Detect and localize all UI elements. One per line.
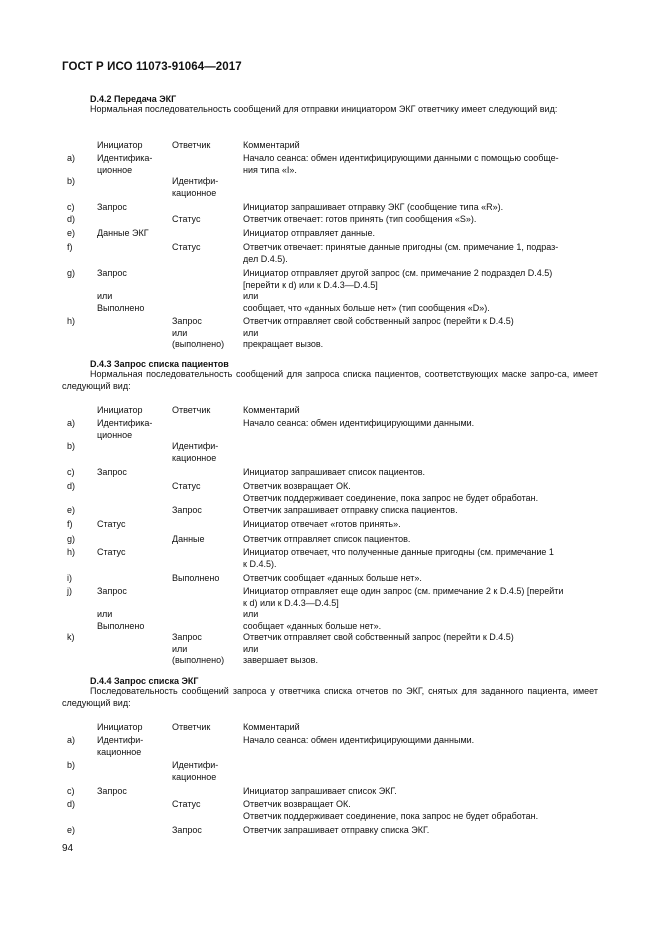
- comment-cell: Инициатор отправляет еще один запрос (см. примечание 2 к D.4.5) [перейти к d) или к D.4.3—D.4.5] или сообщает «данных больше нет».: [243, 586, 564, 631]
- column-header-initiator: Инициатор: [97, 722, 143, 732]
- responder-cell: Данные: [172, 534, 205, 544]
- row-label: h): [67, 547, 76, 557]
- initiator-cell: [97, 760, 167, 772]
- comment-cell: Ответчик возвращает ОК. Ответчик поддерживает соединение, пока запрос не будет обработан.: [243, 481, 539, 503]
- responder-cell: Идентифи- кационное: [172, 760, 219, 782]
- row-label: b): [67, 760, 76, 770]
- comment-cell: Инициатор отвечает, что полученные данные пригодны (см. примечание 1 к D.4.5).: [243, 547, 554, 569]
- row-label: g): [67, 534, 76, 544]
- comment-cell: Инициатор запрашивает список пациентов.: [243, 467, 426, 477]
- responder-cell: [172, 547, 240, 559]
- comment-cell: Ответчик запрашивает отправку списка пациентов.: [243, 505, 458, 515]
- comment-cell: Начало сеанса: обмен идентифицирующими данными.: [243, 735, 475, 745]
- responder-cell: Запрос или (выполнено): [172, 632, 225, 665]
- comment-cell: [243, 441, 601, 453]
- row-label: f): [67, 242, 73, 252]
- initiator-cell: [97, 176, 167, 188]
- section-title: D.4.2 Передача ЭКГ: [90, 94, 177, 104]
- responder-cell: Идентифи- кационное: [172, 441, 219, 463]
- row-label: f): [67, 519, 73, 529]
- responder-cell: Статус: [172, 242, 201, 252]
- initiator-cell: Запрос или Выполнено: [97, 586, 145, 631]
- section-intro: Последовательность сообщений запроса у ответчика списка отчетов по ЭКГ, снятых для заданного пациента, имеет следующий вид:: [62, 686, 598, 708]
- comment-cell: Начало сеанса: обмен идентифицирующими данными с помощью сообще- ния типа «I».: [243, 153, 559, 175]
- initiator-cell: [97, 505, 167, 517]
- comment-cell: Инициатор отвечает «готов принять».: [243, 519, 401, 529]
- comment-cell: [243, 176, 601, 188]
- responder-cell: [172, 153, 240, 165]
- responder-cell: Статус: [172, 481, 201, 491]
- responder-cell: [172, 268, 240, 280]
- row-label: a): [67, 735, 76, 745]
- initiator-cell: [97, 481, 167, 493]
- comment-cell: Начало сеанса: обмен идентифицирующими данными.: [243, 418, 475, 428]
- document-header: ГОСТ Р ИСО 11073-91064—2017: [62, 61, 242, 73]
- column-header-comment: Комментарий: [243, 140, 300, 150]
- comment-cell: Ответчик отвечает: принятые данные пригодны (см. примечание 1, подраз- дел D.4.5).: [243, 242, 559, 264]
- initiator-cell: Идентифика- ционное: [97, 153, 153, 175]
- initiator-cell: Статус: [97, 519, 126, 529]
- initiator-cell: Запрос: [97, 467, 127, 477]
- responder-cell: Запрос: [172, 825, 202, 835]
- row-label: k): [67, 632, 75, 642]
- row-label: a): [67, 418, 76, 428]
- comment-cell: Ответчик отвечает: готов принять (тип сообщения «S»).: [243, 214, 477, 224]
- column-header-responder: Ответчик: [172, 405, 211, 415]
- comment-cell: Ответчик отправляет список пациентов.: [243, 534, 411, 544]
- row-label: b): [67, 176, 76, 186]
- page-number: 94: [62, 843, 74, 854]
- responder-cell: [172, 228, 240, 240]
- comment-cell: Ответчик сообщает «данных больше нет».: [243, 573, 422, 583]
- initiator-cell: Запрос: [97, 786, 127, 796]
- responder-cell: Статус: [172, 214, 201, 224]
- responder-cell: [172, 519, 240, 531]
- row-label: e): [67, 825, 76, 835]
- initiator-cell: [97, 534, 167, 546]
- column-header-initiator: Инициатор: [97, 140, 143, 150]
- responder-cell: [172, 735, 240, 747]
- initiator-cell: Данные ЭКГ: [97, 228, 149, 238]
- row-label: d): [67, 799, 76, 809]
- comment-cell: Ответчик отправляет свой собственный запрос (перейти к D.4.5) или прекращает вызов.: [243, 316, 514, 349]
- initiator-cell: Идентифи- кационное: [97, 735, 144, 757]
- initiator-cell: [97, 632, 167, 644]
- row-label: a): [67, 153, 76, 163]
- responder-cell: [172, 202, 240, 214]
- responder-cell: [172, 786, 240, 798]
- initiator-cell: [97, 825, 167, 837]
- row-label: e): [67, 505, 76, 515]
- section-intro: Нормальная последовательность сообщений для отправки инициатором ЭКГ ответчику имеет следующий вид:: [90, 104, 558, 114]
- comment-cell: Ответчик отправляет свой собственный запрос (перейти к D.4.5) или завершает вызов.: [243, 632, 514, 665]
- initiator-cell: [97, 799, 167, 811]
- comment-cell: [243, 760, 601, 772]
- row-label: b): [67, 441, 76, 451]
- row-label: d): [67, 481, 76, 491]
- comment-cell: Ответчик возвращает ОК. Ответчик поддерживает соединение, пока запрос не будет обработан.: [243, 799, 539, 821]
- section-title: D.4.3 Запрос списка пациентов: [90, 359, 229, 369]
- row-label: g): [67, 268, 76, 278]
- responder-cell: Запрос или (выполнено): [172, 316, 225, 349]
- initiator-cell: Идентифика- ционное: [97, 418, 153, 440]
- row-label: i): [67, 573, 72, 583]
- column-header-initiator: Инициатор: [97, 405, 143, 415]
- responder-cell: Запрос: [172, 505, 202, 515]
- initiator-cell: Запрос или Выполнено: [97, 268, 145, 313]
- initiator-cell: [97, 316, 167, 328]
- row-label: c): [67, 202, 75, 212]
- column-header-comment: Комментарий: [243, 405, 300, 415]
- column-header-comment: Комментарий: [243, 722, 300, 732]
- row-label: e): [67, 228, 76, 238]
- initiator-cell: [97, 214, 167, 226]
- comment-cell: Инициатор запрашивает список ЭКГ.: [243, 786, 397, 796]
- initiator-cell: [97, 441, 167, 453]
- responder-cell: Идентифи- кационное: [172, 176, 219, 198]
- column-header-responder: Ответчик: [172, 722, 211, 732]
- comment-cell: Ответчик запрашивает отправку списка ЭКГ.: [243, 825, 430, 835]
- row-label: j): [67, 586, 72, 596]
- section-title: D.4.4 Запрос списка ЭКГ: [90, 676, 199, 686]
- initiator-cell: Статус: [97, 547, 126, 557]
- initiator-cell: [97, 573, 167, 585]
- responder-cell: [172, 467, 240, 479]
- comment-cell: Инициатор отправляет данные.: [243, 228, 376, 238]
- responder-cell: [172, 586, 240, 598]
- responder-cell: [172, 418, 240, 430]
- responder-cell: Статус: [172, 799, 201, 809]
- comment-cell: Инициатор запрашивает отправку ЭКГ (сообщение типа «R»).: [243, 202, 504, 212]
- column-header-responder: Ответчик: [172, 140, 211, 150]
- responder-cell: Выполнено: [172, 573, 220, 583]
- section-intro: Нормальная последовательность сообщений для запроса списка пациентов, соответствующих маске запро-са, имеет следующий вид:: [62, 369, 598, 391]
- comment-cell: Инициатор отправляет другой запрос (см. примечание 2 подраздел D.4.5) [перейти к d) или к D.4.3—D.4.5] или сообщает, что «данных больше нет» (тип сообщения «D»).: [243, 268, 553, 313]
- initiator-cell: [97, 242, 167, 254]
- initiator-cell: Запрос: [97, 202, 127, 212]
- row-label: h): [67, 316, 76, 326]
- row-label: d): [67, 214, 76, 224]
- row-label: c): [67, 467, 75, 477]
- row-label: c): [67, 786, 75, 796]
